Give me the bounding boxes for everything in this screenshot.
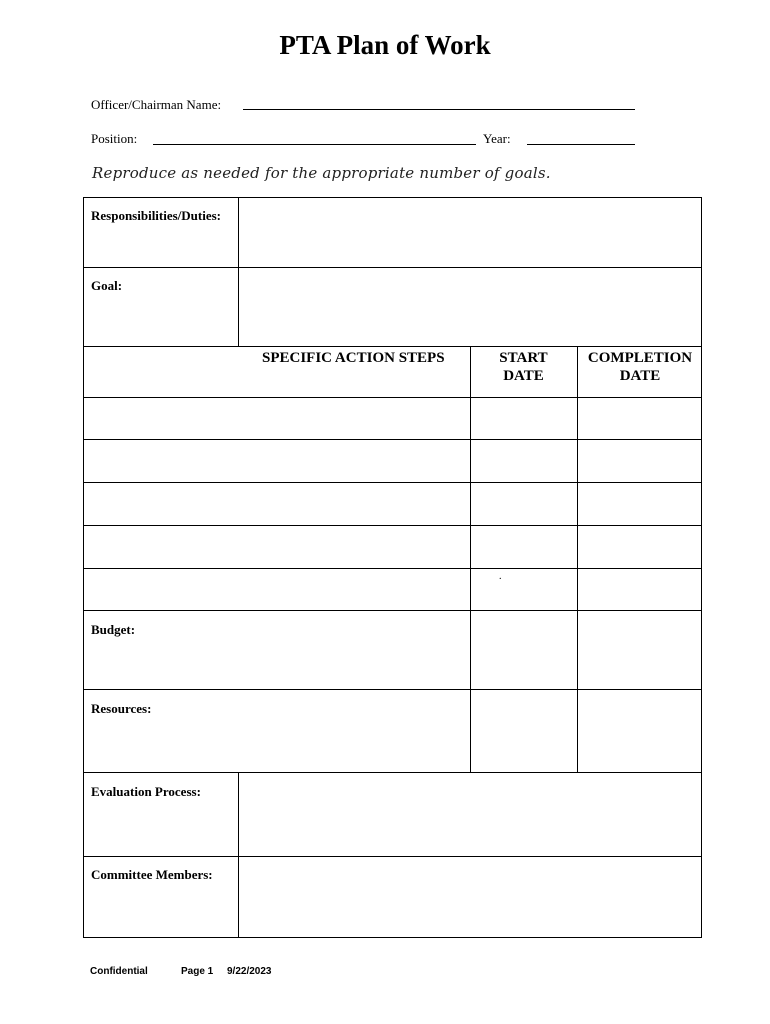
- row-divider: [84, 267, 701, 268]
- position-field[interactable]: [153, 144, 476, 145]
- column-divider: [470, 346, 471, 772]
- goal-label: Goal:: [91, 278, 123, 293]
- page-title: PTA Plan of Work: [279, 30, 491, 60]
- footer-page-number: Page 1: [181, 966, 214, 977]
- completion-date-header: [577, 349, 703, 385]
- row-divider: [84, 482, 701, 483]
- officer-name-label: Officer/Chairman Name:: [91, 97, 222, 112]
- row-divider: [84, 689, 701, 690]
- row-divider: [84, 568, 701, 569]
- stray-mark: .: [499, 571, 502, 582]
- start-date-header-line2: DATE: [503, 368, 544, 384]
- start-date-header: [470, 349, 577, 385]
- start-date-header-line1: START: [499, 350, 548, 366]
- reproduce-note: Reproduce as needed for the appropriate number of goals.: [92, 164, 551, 182]
- column-divider: [577, 346, 578, 772]
- responsibilities-label: Responsibilities/Duties:: [91, 208, 222, 223]
- row-divider: [84, 439, 701, 440]
- footer-confidential: Confidential: [90, 966, 148, 977]
- plan-form: [83, 197, 702, 938]
- position-label: Position:: [91, 131, 138, 146]
- row-divider: [84, 525, 701, 526]
- evaluation-process-label: Evaluation Process:: [91, 784, 201, 799]
- resources-label: Resources:: [91, 701, 152, 716]
- column-divider: [238, 198, 239, 346]
- row-divider: [84, 856, 701, 857]
- budget-label: Budget:: [91, 622, 136, 637]
- row-divider: [84, 610, 701, 611]
- completion-date-header-line2: DATE: [619, 368, 661, 384]
- column-divider: [238, 772, 239, 938]
- officer-name-field[interactable]: [243, 109, 635, 110]
- row-divider: [84, 772, 701, 773]
- year-field[interactable]: [527, 144, 635, 145]
- action-steps-header: SPECIFIC ACTION STEPS: [262, 350, 445, 366]
- completion-date-header-line1: COMPLETION: [587, 350, 693, 366]
- year-label: Year:: [483, 131, 511, 146]
- row-divider: [84, 397, 701, 398]
- committee-members-label: Committee Members:: [91, 867, 213, 882]
- footer-date: 9/22/2023: [227, 966, 272, 977]
- row-divider: [84, 346, 701, 347]
